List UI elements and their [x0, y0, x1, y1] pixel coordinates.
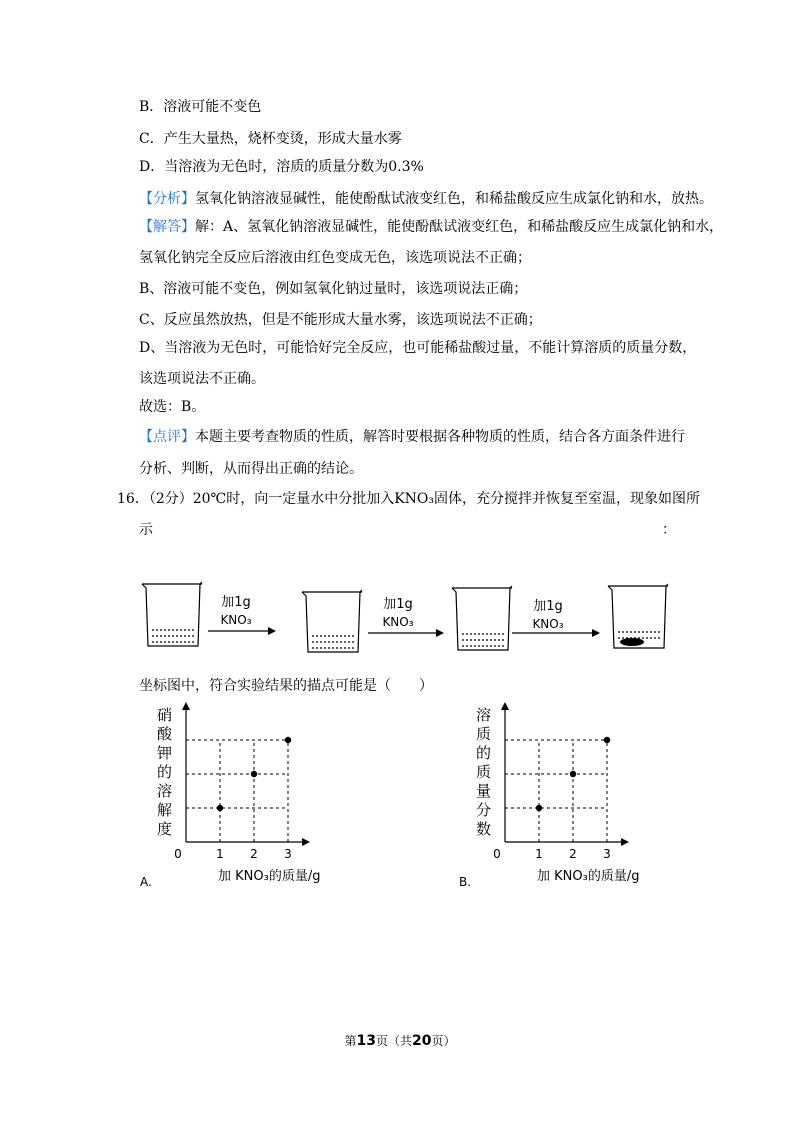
- graph-b-ylabel: [476, 706, 491, 838]
- question-stem-line-2: 示: [139, 522, 153, 538]
- graph-b-grid: [505, 740, 607, 842]
- footer-total-pages: 20: [412, 1033, 432, 1049]
- option-d-line: D．当溶液为无色时，溶质的质量分数为0.3%: [139, 159, 424, 175]
- y-label-char: 度: [156, 820, 172, 838]
- x-tick-label: 1: [535, 847, 543, 861]
- beaker-diagram: [140, 578, 680, 658]
- answer-tag: 解答: [153, 219, 181, 235]
- answer-line-6: 该选项说法不正确。: [139, 371, 265, 387]
- undissolved-solid: [620, 638, 644, 646]
- question-colon: ：: [662, 522, 676, 538]
- y-label-char: 质: [475, 725, 491, 743]
- x-tick-label: 0: [174, 847, 182, 861]
- graph-a-x-arrow: [302, 838, 310, 846]
- answer-line-3: B、溶液可能不变色，例如氢氧化钠过量时，该选项说法正确；: [139, 281, 528, 297]
- graph-b-ticks: [493, 847, 611, 861]
- arrow-2-label-1: 加1g: [383, 597, 413, 612]
- page-footer: [0, 1032, 800, 1049]
- x-tick-label: 2: [250, 847, 258, 861]
- arrow-3-label-2: KNO₃: [532, 617, 564, 631]
- question-stem: （2分）20℃时，向一定量水中分批加入KNO₃固体，充分搅拌并恢复至室温，现象如图所: [148, 491, 701, 507]
- data-point: [251, 771, 257, 777]
- analysis-text: 氢氧化钠溶液显碱性，能使酚酞试液变红色，和稀盐酸反应生成氯化钠和水，放热。: [195, 191, 713, 207]
- comment-line: 【点评】本题主要考查物质的性质，解答时要根据各种物质的性质，结合各方面条件进行: [139, 429, 685, 445]
- beaker-2: [302, 590, 362, 652]
- y-label-char: 的: [156, 763, 172, 781]
- analysis-tag: 分析: [153, 191, 181, 207]
- y-label-char: 钾: [156, 744, 172, 762]
- answer-line-5: D、当溶液为无色时，可能恰好完全反应，也可能稀盐酸过量，不能计算溶质的质量分数，: [139, 340, 697, 356]
- x-tick-label: 3: [603, 847, 611, 861]
- graph-a-ticks: [174, 847, 292, 861]
- y-label-char: 数: [475, 820, 491, 838]
- y-label-char: 解: [156, 801, 172, 819]
- y-label-char: 分: [475, 801, 491, 819]
- data-point: [285, 737, 291, 743]
- option-b-line: B．溶液可能不变色: [139, 99, 262, 115]
- footer-prefix: 第: [344, 1034, 357, 1048]
- question-16-stem: [117, 489, 700, 509]
- answer-line-4: C、反应虽然放热，但是不能形成大量水雾，该选项说法不正确；: [139, 312, 542, 328]
- question-number: 16．: [117, 491, 149, 507]
- graph-b-points: [536, 737, 610, 811]
- footer-suffix: 页）: [431, 1034, 456, 1048]
- y-label-char: 量: [475, 782, 491, 800]
- graph-a-y-arrow: [182, 702, 190, 710]
- question-prompt: 坐标图中，符合实验结果的描点可能是（ ）: [139, 678, 433, 694]
- graph-a-grid: [186, 740, 288, 842]
- y-label-char: 溶: [475, 706, 491, 724]
- beaker-4: [608, 584, 668, 648]
- x-tick-label: 2: [569, 847, 577, 861]
- x-tick-label: 0: [493, 847, 501, 861]
- graph-a-ylabel: [157, 706, 173, 838]
- graph-a-points: [217, 737, 291, 811]
- footer-mid: 页（共: [375, 1034, 412, 1048]
- arrow-1: [208, 594, 276, 635]
- option-c-line: C．产生大量热，烧杯变烫，形成大量水雾: [139, 131, 402, 147]
- data-point: [536, 805, 542, 811]
- y-label-char: 质: [475, 763, 491, 781]
- answer-line: 【解答】解：A、氢氧化钠溶液显碱性，能使酚酞试液变红色，和稀盐酸反应生成氯化钠和水，: [139, 219, 724, 235]
- x-tick-label: 3: [284, 847, 292, 861]
- arrow-2: [368, 596, 444, 637]
- arrow-1-label-1: 加1g: [221, 595, 251, 610]
- data-point: [217, 805, 223, 811]
- arrow-3: [512, 598, 600, 637]
- comment-text: 本题主要考查物质的性质，解答时要根据各种物质的性质，结合各方面条件进行: [195, 429, 685, 445]
- analysis-line: 【分析】氢氧化钠溶液显碱性，能使酚酞试液变红色，和稀盐酸反应生成氯化钠和水，放热。: [139, 191, 713, 207]
- footer-page-number: 13: [356, 1033, 376, 1049]
- y-label-char: 硝: [156, 706, 172, 724]
- y-label-char: 溶: [156, 782, 172, 800]
- data-point: [570, 771, 576, 777]
- graph-a-xlabel: 加 KNO₃的质量/g: [218, 869, 321, 884]
- graph-a-option: A.: [140, 875, 152, 889]
- beaker-3: [452, 586, 512, 650]
- choice-line: 故选：B。: [139, 399, 206, 415]
- graph-b-y-arrow: [501, 702, 509, 710]
- graph-b-x-arrow: [621, 838, 629, 846]
- arrow-3-label-1: 加1g: [533, 599, 563, 614]
- answer-text: 解：A、氢氧化钠溶液显碱性，能使酚酞试液变红色，和稀盐酸反应生成氯化钠和水，: [195, 219, 724, 235]
- x-tick-label: 1: [216, 847, 224, 861]
- data-point: [604, 737, 610, 743]
- comment-line-2: 分析、判断，从而得出正确的结论。: [139, 461, 363, 477]
- beaker-1: [142, 582, 202, 646]
- graph-b-xlabel: 加 KNO₃的质量/g: [537, 869, 640, 884]
- y-label-char: 的: [475, 744, 491, 762]
- graph-b-option: B.: [459, 875, 472, 889]
- graph-b: [459, 700, 679, 900]
- arrow-2-label-2: KNO₃: [382, 615, 414, 629]
- arrow-1-label-2: KNO₃: [220, 613, 252, 627]
- y-label-char: 酸: [156, 725, 172, 743]
- answer-line-2: 氢氧化钠完全反应后溶液由红色变成无色，该选项说法不正确；: [139, 250, 531, 266]
- graph-a: [140, 700, 360, 900]
- comment-tag: 点评: [153, 429, 181, 445]
